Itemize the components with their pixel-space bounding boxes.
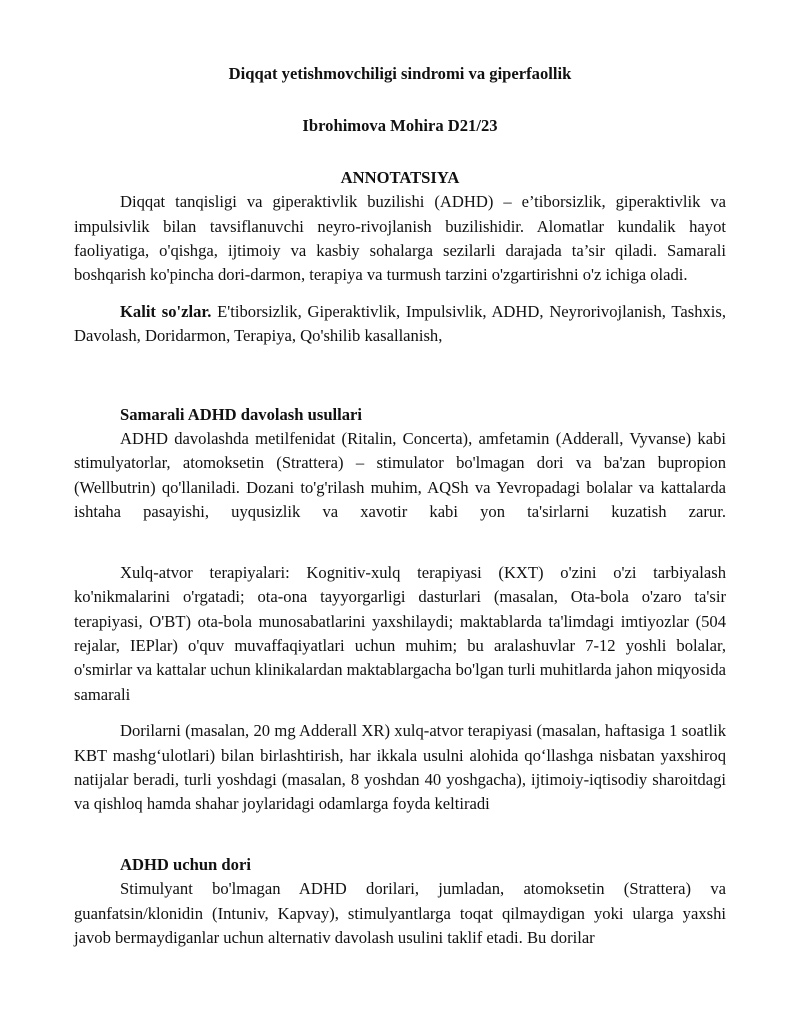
treatment-paragraph-behavioral: Xulq-atvor terapiyalari: Kognitiv-xulq terapiyasi (KXT) o'zini o'zi tarbiyalash ko'nikmalarini o'rgatadi; ota-ona tayyorgarligi dasturlari (masalan, Ota-bola o'zaro ta'sir terapiyasi, O'BT) ota-bola munosabatlarini yaxshilaydi; maktablarda ta'limdagi imtiyozlar (504 rejalar, IEPlar) o'quv muvaffaqiyatlari uchun muhim; bu aralashuvlar 7-12 yoshli bolalar, o'smirlar va kattalar uchun klinikalardan maktablargacha bo'lgan turli muhitlarda jahon miqyosida samarali bbox=[74, 562, 726, 704]
treatment-paragraph-combined: Dorilarni (masalan, 20 mg Adderall XR) xulq-atvor terapiyasi (masalan, haftasiga 1 soatlik KBT mashg‘ulotlari) bilan birlashtirish, har ikkala usulni alohida qo‘llashga nisbatan yaxshiroq natijalar beradi, turli yoshdagi (masalan, 8 yoshdan 40 yoshgacha), ijtimoiy-iqtisodiy sharoitdagi va qishloq hamda shahar joylaridagi odamlarga foyda keltiradi bbox=[74, 721, 726, 814]
document-page bbox=[74, 62, 726, 950]
keywords-paragraph bbox=[74, 300, 726, 349]
treatment-paragraph-medication: ADHD davolashda metilfenidat (Ritalin, Concerta), amfetamin (Adderall, Vyvanse) kabi stimulyatorlar, atomoksetin (Strattera) – stimulator bo'lmagan dori va ba'zan bupropion (Wellbutrin) qo'llaniladi. Dozani to'g'rilash muhim, AQSh va Yevropadagi bolalar va kattalarda ishtaha pasayishi, uyqusizlik va xavotir kabi yon ta'sirlarni kuzatish zarur. bbox=[74, 429, 726, 522]
section-heading-treatment-methods: Samarali ADHD davolash usullari bbox=[120, 404, 363, 424]
annotation-heading: ANNOTATSIYA bbox=[340, 167, 460, 187]
keywords-label: Kalit so'zlar. bbox=[120, 301, 212, 321]
author-line: Ibrohimova Mohira D21/23 bbox=[302, 116, 498, 136]
document-title: Diqqat yetishmovchiligi sindromi va giperfaollik bbox=[228, 64, 572, 83]
keywords-list: E'tiborsizlik, Giperaktivlik, Impulsivlik, ADHD, Neyrorivojlanish, Tashxis, Davolash, Doridarmon, Terapiya, Qo'shilib kasallanish, bbox=[74, 301, 726, 346]
section-heading-medication: ADHD uchun dori bbox=[120, 854, 251, 874]
medication-paragraph-nonstimulant: Stimulyant bo'lmagan ADHD dorilari, jumladan, atomoksetin (Strattera) va guanfatsin/klonidin (Intuniv, Kapvay), stimulyantlarga toqat qilmaydigan yoki ularga yaxshi javob bermaydiganlar uchun alternativ davolash usulini taklif etadi. Bu dorilar bbox=[74, 879, 726, 947]
annotation-paragraph: Diqqat tanqisligi va giperaktivlik buzilishi (ADHD) – e’tiborsizlik, giperaktivlik va impulsivlik bilan tavsiflanuvchi neyro-rivojlanish buzilishidir. Alomatlar kundalik hayot faoliyatiga, o'qishga, ijtimoiy va kasbiy sohalarga sezilarli darajada ta’sir qiladi. Samarali boshqarish ko'pincha dori-darmon, terapiya va turmush tarzini o'zgartirishni o'z ichiga oladi. bbox=[74, 192, 726, 285]
